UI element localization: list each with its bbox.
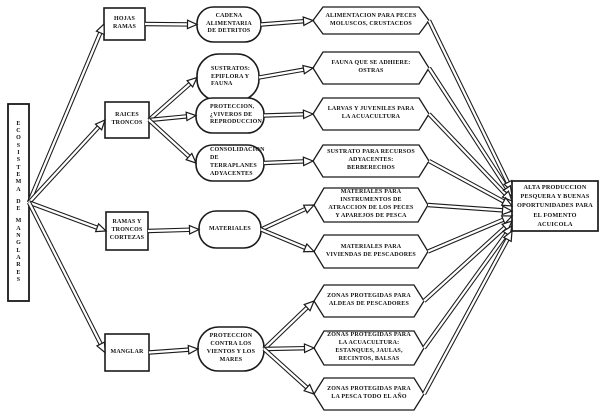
node-label: MANGLAR [110,348,144,355]
node-cadena-alimentaria [197,7,261,42]
node-materiales [199,211,261,248]
node-proteccion-vientos-mares [198,327,264,371]
node-alta-produccion-pesquera [512,181,598,231]
node-sustrato-berberechos [313,145,429,177]
node-label: MATERIALES PARA VIVIENDAS DE PESCADORES [326,243,416,258]
node-label: HOJAS RAMAS [113,16,136,30]
node-sustratos-epiflora [197,54,259,101]
node-label: SUSTRATO PARA RECURSOS ADYACENTES: BERBERECHOS [327,149,415,171]
node-manglar [105,334,149,371]
node-label: SUSTRATOS: EPIFLORA Y FAUNA [211,65,251,88]
node-label: E C O S I S T E M A D E M A N G L A R E S [15,120,22,283]
node-materiales-instrumentos-pesca [314,188,428,222]
node-label: ZONAS PROTEGIDAS PARA ALDEAS DE PESCADORES [327,293,411,307]
node-ecosistema-de-manglares [8,104,29,301]
node-label: MATERIALES [209,225,251,232]
node-label: ALTA PRODUCCION PESQUERA Y BUENAS OPORTUNIDADES PARA EL FOMENTO ACUICOLA [517,183,593,228]
node-label: PROTECCION, ¿VIVEROS DE REPRODUCCION [210,103,263,126]
node-hojas-ramas [104,8,145,40]
node-label: LARVAS Y JUVENILES PARA LA ACUACULTURA [327,106,415,120]
node-raices-troncos [105,102,149,138]
node-label: FAUNA QUE SE ADHIERE: OSTRAS [331,60,411,74]
node-label: CONSOLIDACION DE TERRAPLANES ADYACENTES [210,147,265,177]
node-alimentacion-peces [313,7,429,34]
node-materiales-viviendas [314,235,428,268]
node-label: ZONAS PROTEGIDAS PARA LA PESCA TODO EL AÑO [327,386,411,400]
node-ramas-troncos-cortezas [106,212,148,250]
node-fauna-ostras [313,52,429,84]
node-label: PROTECCION CONTRA LOS VIENTOS Y LOS MARES [206,333,256,363]
node-label: RAICES TRONCOS [111,112,143,126]
node-label: CADENA ALIMENTARIA DE DETRITOS [206,12,252,35]
node-proteccion-viveros [196,98,264,133]
node-label: MATERIALES PARA INSTRUMENTOS DE ATRACCION DE LOS PECES Y APAREJOS DE PESCA [328,189,414,219]
node-label: ALIMENTACION PARA PECES MOLUSCOS, CRUSTACEOS [325,12,417,27]
node-zonas-aldeas-pescadores [314,285,424,317]
node-zonas-acuacultura [314,331,424,365]
node-label: ZONAS PROTEGIDAS PARA LA ACUACULTURA: ESTANQUES, JAULAS, RECINTOS, BALSAS [327,332,411,362]
node-larvas-juveniles [313,98,429,130]
node-zonas-pesca-todo-ano [314,378,424,410]
node-consolidacion-terraplanes [196,145,264,181]
node-label: RAMAS Y TRONCOS CORTEZAS [109,219,145,241]
